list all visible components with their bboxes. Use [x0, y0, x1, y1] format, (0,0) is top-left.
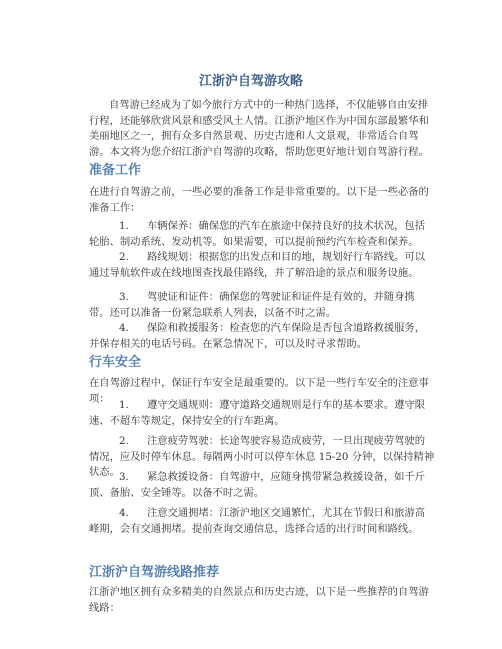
list-item-text: 注意交通拥堵：江浙沪地区交通繁忙，尤其在节假日和旅游高峰期，会有交通拥堵。提前查询交通信息，选择合适的出行时间和路线。 — [89, 507, 426, 535]
list-item — [89, 470, 435, 501]
list-item-number: 2. — [119, 251, 129, 263]
list-item-number: 3. — [119, 471, 129, 483]
document-title: 江浙沪自驾游攻略 — [198, 74, 303, 89]
list-item-number: 4. — [119, 507, 129, 519]
section-heading-safety: 行车安全 — [89, 355, 142, 370]
list-item — [89, 290, 435, 321]
list-item-number: 2. — [119, 435, 129, 447]
section-lead-preparation: 在进行自驾游之前，一些必要的准备工作是非常重要的。以下是一些必备的准备工作： — [89, 186, 429, 214]
list-item-number: 3. — [119, 291, 129, 303]
section-lead-routes: 江浙沪地区拥有众多精美的自然景点和历史古迹，以下是一些推荐的自驾游线路： — [89, 586, 429, 614]
list-item — [89, 250, 435, 281]
section-heading-routes: 江浙沪自驾游线路推荐 — [89, 565, 220, 580]
section-lead-safety: 在自驾游过程中，保证行车安全是最重要的。以下是一些行车安全的注意事项： — [89, 377, 429, 405]
list-item-text: 保险和救援服务：检查您的汽车保险是否包含道路救援服务，并保存相关的电话号码。在紧急情况下，可以及时寻求帮助。 — [89, 322, 426, 350]
intro-paragraph: 自驾游已经成为了如今旅行方式中的一种热门选择，不仅能够自由安排行程，还能够欣赏风景和感受风土人情。江浙沪地区作为中国东部最繁华和美丽地区之一，拥有众多自然景观、历史古迹和人文景观，非常适合自驾游。本文将为您介绍江浙沪自驾游的攻略，帮助您更好地计划自驾游行程。 — [89, 99, 429, 158]
list-item-number: 1. — [119, 220, 129, 232]
list-item-text: 紧急救援设备：自驾游中，应随身携带紧急救援设备，如千斤顶、备胎、安全锤等。以备不时之需。 — [89, 471, 426, 499]
list-item-text: 遵守交通规则：遵守道路交通规则是行车的基本要求。遵守限速、不超车等规定，保持安全的行车距离。 — [89, 399, 426, 427]
list-item-text: 驾驶证和证件：确保您的驾驶证和证件是有效的，并随身携带。还可以准备一份紧急联系人列表，以备不时之需。 — [89, 291, 415, 319]
list-item — [89, 321, 435, 352]
section-heading-preparation: 准备工作 — [89, 163, 142, 178]
list-item-text: 注意疲劳驾驶：长途驾驶容易造成疲劳，一旦出现疲劳驾驶的情况，应及时停车休息。每隔两小时可以停车休息 15-20 分钟，以保持精神状态。 — [89, 435, 435, 479]
list-item — [89, 219, 435, 250]
list-item — [89, 506, 435, 537]
list-item-text: 车辆保养：确保您的汽车在旅途中保持良好的技术状况，包括轮胎、制动系统、发动机等。如果需要，可以提前预约汽车检查和保养。 — [89, 220, 426, 248]
list-item-text: 路线规划：根据您的出发点和目的地，规划好行车路线。可以通过导航软件或在线地图查找最佳路线，并了解沿途的景点和服务设施。 — [89, 251, 426, 279]
list-item-number: 1. — [119, 399, 129, 411]
list-item-number: 4. — [119, 322, 129, 334]
list-item — [89, 398, 435, 429]
